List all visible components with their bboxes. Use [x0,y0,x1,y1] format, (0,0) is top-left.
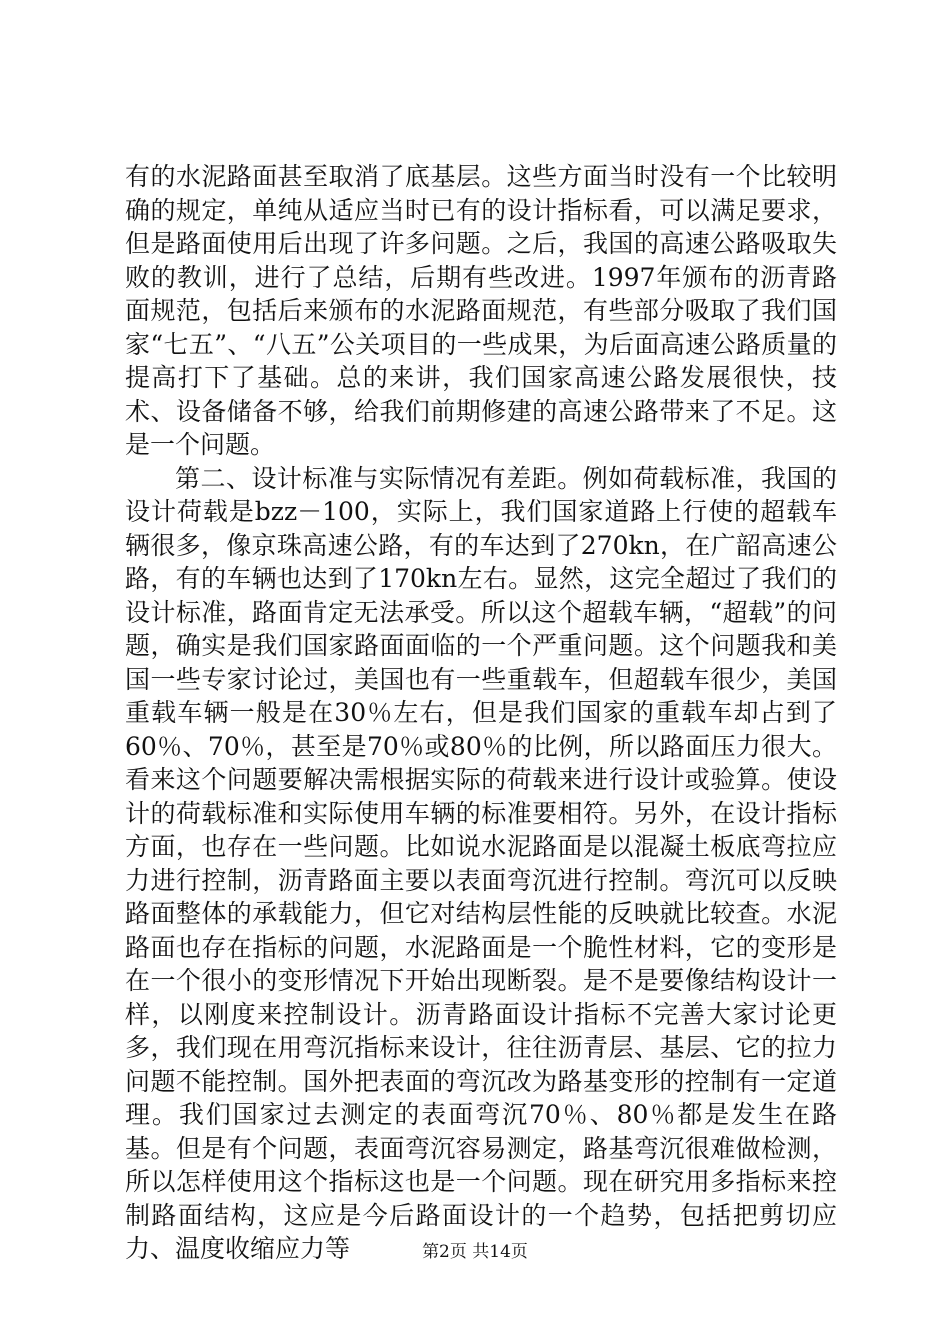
page-number-footer: 第2页 共14页 [422,1242,528,1262]
paragraph-1: 有的水泥路面甚至取消了底基层。这些方面当时没有一个比较明确的规定，单纯从适应当时已有的设计指标看，可以满足要求，但是路面使用后出现了许多问题。之后，我国的高速公路吸取失败的教训，进行了总结，后期有些改进。1997年颁布的沥青路面规范，包括后来颁布的水泥路面规范，有些部分吸取了我们国家“七五”、“八五”公关项目的一些成果，为后面高速公路质量的提高打下了基础。总的来讲，我们国家高速公路发展很快，技术、设备储备不够，给我们前期修建的高速公路带来了不足。这是一个问题。 [125,162,837,459]
document-body [125,160,837,1266]
paragraph-2: 第二、设计标准与实际情况有差距。例如荷载标准，我国的设计荷载是bzz－100，实际上，我们国家道路上行使的超载车辆很多，像京珠高速公路，有的车达到了270kn，在广韶高速公路，有的车辆也达到了170kn左右。显然，这完全超过了我们的设计标准，路面肯定无法承受。所以这个超载车辆，“超载”的问题，确实是我们国家路面面临的一个严重问题。这个问题我和美国一些专家讨论过，美国也有一些重载车，但超载车很少，美国重载车辆一般是在30％左右，但是我们国家的重载车却占到了60％、70％，甚至是70％或80％的比例，所以路面压力很大。看来这个问题要解决需根据实际的荷载来进行设计或验算。使设计的荷载标准和实际使用车辆的标准要相符。另外，在设计指标方面，也存在一些问题。比如说水泥路面是以混凝土板底弯拉应力进行控制，沥青路面主要以表面弯沉进行控制。弯沉可以反映路面整体的承载能力，但它对结构层性能的反映就比较查。水泥路面也存在指标的问题，水泥路面是一个脆性材料，它的变形是在一个很小的变形情况下开始出现断裂。是不是要像结构设计一样，以刚度来控制设计。沥青路面设计指标不完善大家讨论更多，我们现在用弯沉指标来设计，往往沥青层、基层、它的拉力问题不能控制。国外把表面的弯沉改为路基变形的控制有一定道理。我们国家过去测定的表面弯沉70％、80％都是发生在路基。但是有个问题，表面弯沉容易测定，路基弯沉很难做检测，所以怎样使用这个指标这也是一个问题。现在研究用多指标来控制路面结构，这应是今后路面设计的一个趋势，包括把剪切应力、温度收缩应力等 [125,463,837,1263]
